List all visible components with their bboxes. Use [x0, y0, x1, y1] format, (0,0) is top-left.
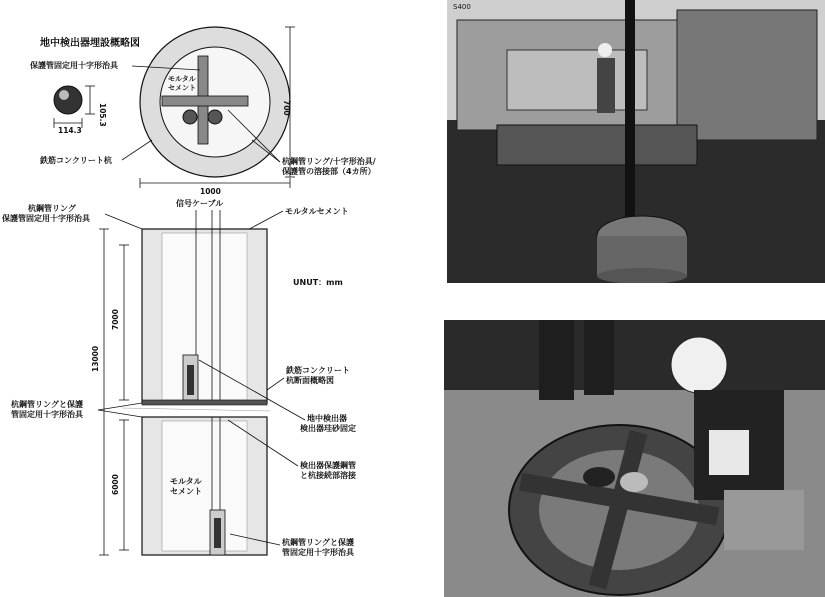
label-mortar-center-2: セメント — [168, 84, 196, 92]
dim-pipe-diameter: 114.3 — [58, 126, 82, 135]
label-mortar: モルタルセメント — [285, 207, 349, 216]
label-weld-1: 検出器保護鋼管 — [300, 461, 356, 470]
label-mortar-lower-1: モルタル — [170, 477, 202, 486]
label-mortar-lower-2: セメント — [170, 487, 202, 496]
label-detector-2: 検出器珪砂固定 — [300, 424, 356, 433]
label-ring-bottom-2: 管固定用十字形治具 — [282, 548, 354, 557]
rig-track — [497, 125, 697, 165]
diagram-title: 地中検出器埋設概略図 — [40, 38, 140, 49]
label-ring-top-2: 保護管固定用十字形治具 — [2, 214, 90, 223]
photo-worker-fixture — [444, 320, 825, 597]
rig-text: S400 — [453, 3, 471, 11]
label-ring-top-1: 杭鋼管リング — [28, 204, 76, 213]
side-section — [1, 198, 356, 557]
top-cross-section — [29, 27, 376, 196]
label-ring-mid-2: 管固定用十字形治具 — [11, 410, 83, 419]
dim-overall-width: 1000 — [200, 187, 221, 196]
label-ring-2: 保護管の溶接部（4カ所） — [282, 167, 376, 176]
dim-lower: 6000 — [111, 474, 120, 495]
label-fixture: 保護管固定用十字形治具 — [30, 61, 118, 70]
label-rc-1: 鉄筋コンクリート — [286, 366, 350, 375]
label-ring-1: 杭鋼管リング/十字形治具/ — [282, 157, 376, 166]
label-mortar-center-1: モルタル — [168, 75, 196, 83]
cross-fixture-horizontal — [162, 96, 248, 106]
label-ring-bottom-1: 杭鋼管リングと保護 — [282, 538, 354, 547]
label-cable: 信号ケーブル — [176, 199, 224, 208]
worker-helmet-2 — [671, 337, 727, 393]
drill-pipe — [625, 0, 635, 235]
photo-drilling-rig — [447, 0, 825, 283]
label-pile: 鉄筋コンクリート杭 — [40, 156, 112, 165]
dim-pipe-height: 105.3 — [98, 103, 107, 127]
protective-pipe-2 — [208, 110, 222, 124]
label-ring-mid-1: 杭鋼管リングと保護 — [11, 400, 83, 409]
dim-overall-height: 700 — [282, 100, 291, 116]
protective-pipe-1 — [183, 110, 197, 124]
dim-upper: 7000 — [111, 309, 120, 330]
worker-helmet — [598, 43, 612, 57]
label-rc-2: 杭断面概略図 — [286, 376, 334, 385]
label-weld-2: と杭接続部溶接 — [300, 471, 356, 480]
unit-label: UNUT：mm — [293, 278, 343, 287]
small-pipe-section — [54, 86, 82, 114]
label-detector-1: 地中検出器 — [307, 414, 347, 423]
dim-total: 13000 — [91, 345, 100, 372]
small-pipe-highlight — [59, 90, 69, 100]
